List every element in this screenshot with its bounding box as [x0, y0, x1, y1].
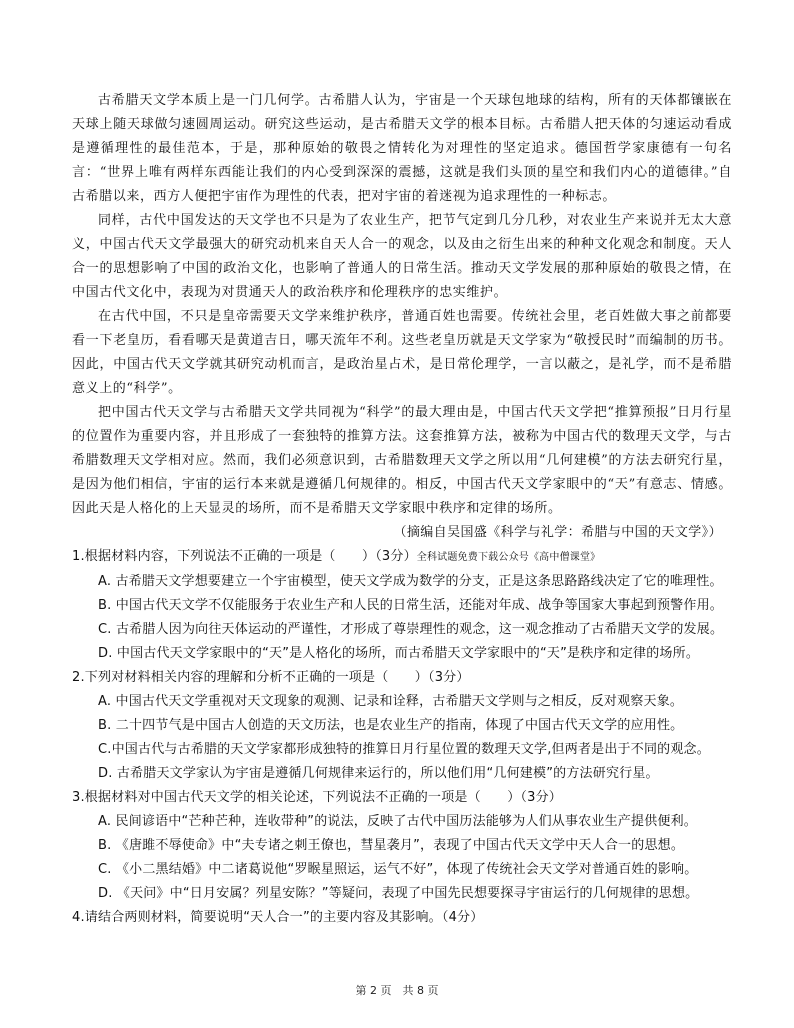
option-d: D. 中国古代天文学家眼中的“天”是人格化的场所，而古希腊天文学家眼中的“天”是秩序和定律的场所。: [98, 646, 700, 661]
option-d: D. 古希腊天文学家认为宇宙是遵循几何规律来运行的，所以他们用“几何建模”的方法研究行星。: [98, 766, 659, 781]
option-b: B. 《唐雎不辱使命》中“夫专诸之刺王僚也，彗星袭月”，表现了中国古代天文学中天人合一的思想。: [98, 838, 685, 853]
question-stem: 2.下列对材料相关内容的理解和分析不正确的一项是（ ）（3分）: [72, 670, 470, 685]
question-4: [72, 906, 732, 930]
question-3: [72, 786, 732, 906]
option-a: A. 中国古代天文学重视对天文现象的观测、记录和诠释，古希腊天文学则与之相反，反对观察天象。: [98, 694, 684, 709]
option-a: A. 古希腊天文学想要建立一个宇宙模型，使天文学成为数学的分支，正是这条思路路线决定了它的唯理性。: [98, 574, 723, 589]
question-stem: 4.请结合两则材料，简要说明“天人合一”的主要内容及其影响。（4分）: [72, 910, 484, 925]
question-note: 全科试题免费下载公众号《高中僧课堂》: [416, 552, 601, 563]
passage-paragraph-3: 在古代中国，不只是皇帝需要天文学来维护秩序，普通百姓也需要。传统社会里，老百姓做大事之前都要看一下老皇历，看看哪天是黄道吉日，哪天流年不利。这些老皇历就是天文学家为“敬授民时”而编制的历书。因此，中国古代天文学就其研究动机而言，是政治星占术，是日常伦理学，一言以蔽之，是礼学，而不是希腊意义上的“科学”。: [72, 309, 732, 396]
question-2: [72, 666, 732, 786]
passage-paragraph-4: 把中国古代天文学与古希腊天文学共同视为“科学”的最大理由是，中国古代天文学把“推算预报”日月行星的位置作为重要内容，并且形成了一套独特的推算方法。这套推算方法，被称为中国古代的数理天文学，与古希腊数理天文学相对应。然而，我们必须意识到，古希腊数理天文学之所以用“几何建模”的方法去研究行星，是因为他们相信，宇宙的运行本来就是遵循几何规律的。相反，中国古代天文学家眼中的“天”有意志、情感。因此天是人格化的上天显灵的场所，而不是希腊天文学家眼中秩序和定律的场所。: [72, 405, 732, 516]
passage-source: （摘编自吴国盛《科学与礼学：希腊与中国的天文学》）: [393, 525, 722, 540]
page-content: [72, 89, 732, 930]
option-d: D. 《天问》中“日月安属？列星安陈？”等疑问，表现了中国先民想要探寻宇宙运行的几何规律的思想。: [98, 886, 699, 901]
question-stem: [72, 545, 732, 570]
page-footer: 第 2 页 共 8 页: [355, 984, 439, 997]
passage-paragraph-2: 同样，古代中国发达的天文学也不只是为了农业生产，把节气定到几分几秒，对农业生产来说并无太大意义，中国古代天文学最强大的研究动机来自天人合一的观念，以及由之衍生出来的种种文化观念和制度。天人合一的思想影响了中国的政治文化，也影响了普通人的日常生活。推动天文学发展的那种原始的敬畏之情，在中国古代文化中，表现为对贯通天人的政治秩序和伦理秩序的忠实维护。: [72, 213, 732, 300]
option-c: C. 《小二黑结婚》中二诸葛说他“罗睺星照运，运气不好”，体现了传统社会天文学对普通百姓的影响。: [98, 862, 698, 877]
question-1: [72, 545, 732, 666]
question-stem: 3.根据材料对中国古代天文学的相关论述，下列说法不正确的一项是（ ）（3分）: [72, 790, 562, 805]
passage-paragraph-1: 古希腊天文学本质上是一门几何学。古希腊人认为，宇宙是一个天球包地球的结构，所有的天体都镶嵌在天球上随天球做匀速圆周运动。研究这些运动，是古希腊天文学的根本目标。古希腊人把天体的匀速运动看成是遵循理性的最佳范本，于是，那种原始的敬畏之情转化为对理性的坚定追求。德国哲学家康德有一句名言：“世界上唯有两样东西能让我们的内心受到深深的震撼，这就是我们头顶的星空和我们内心的道德律。”自古希腊以来，西方人便把宇宙作为理性的代表，把对宇宙的着迷视为追求理性的一种标志。: [72, 93, 732, 204]
option-b: B. 二十四节气是中国古人创造的天文历法，也是农业生产的指南，体现了中国古代天文学的应用性。: [98, 718, 684, 733]
option-c: C. 古希腊人因为向往天体运动的严谨性，才形成了尊崇理性的观念，这一观念推动了古希腊天文学的发展。: [98, 622, 724, 637]
question-stem-text: 1.根据材料内容，下列说法不正确的一项是（ ）（3分）: [72, 549, 417, 564]
option-b: B. 中国古代天文学不仅能服务于农业生产和人民的日常生活，还能对年成、战争等国家大事起到预警作用。: [98, 598, 723, 613]
reading-passage: [72, 89, 732, 521]
option-c: C.中国古代与古希腊的天文学家都形成独特的推算日月行星位置的数理天文学,但两者是出于不同的观念。: [98, 742, 710, 757]
option-a: A. 民间谚语中“芒种芒种，连收带种”的说法，反映了古代中国历法能够为人们从事农业生产提供便利。: [98, 814, 697, 829]
